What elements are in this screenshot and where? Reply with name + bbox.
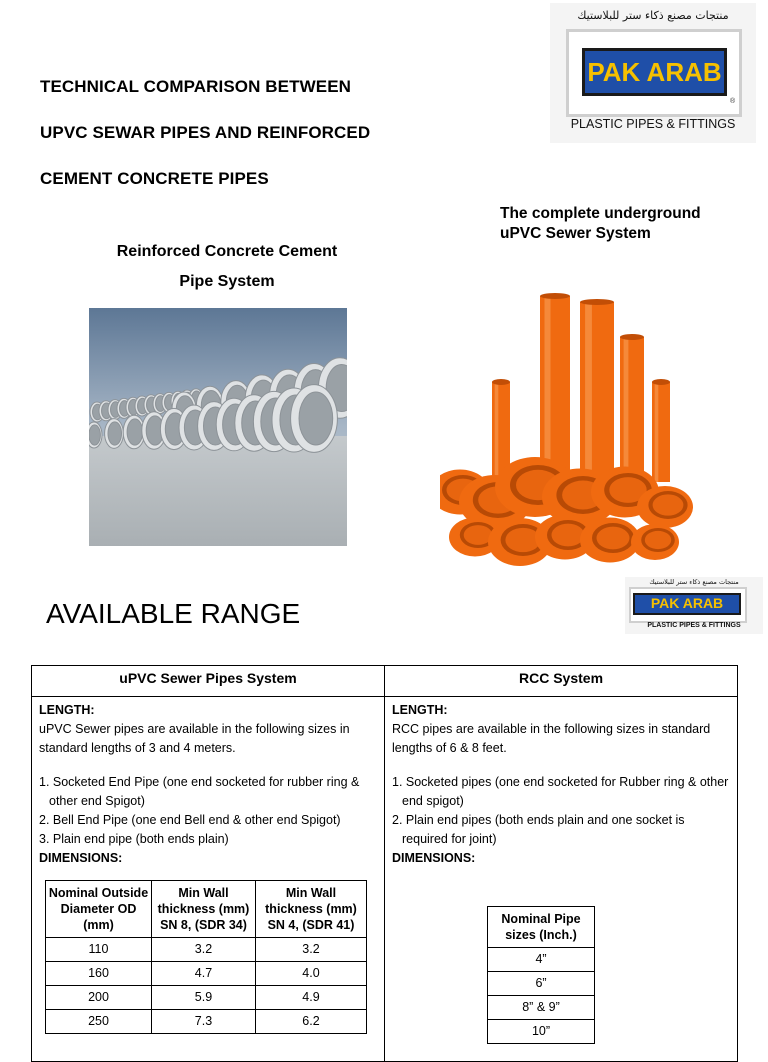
table-cell: 110 [46,938,152,962]
list-item: 2. Bell End Pipe (one end Bell end & other end Spigot) [39,813,341,827]
dim-header-sn4: Min Wall thickness (mm) SN 4, (SDR 41) [256,881,367,938]
logo-arabic-text: منتجات مصنع ذكاء ستر للبلاستيك [577,9,729,22]
pak-arab-logo-small [625,577,763,634]
upvc-caption-line-1: The complete underground [500,205,701,222]
rcc-caption-line-1: Reinforced Concrete Cement [116,243,338,260]
logo-small-brand-box: PAK ARAB [633,593,741,615]
list-item: 3. Plain end pipe (both ends plain) [39,832,229,846]
doc-title-line-1: TECHNICAL COMPARISON BETWEEN [40,77,352,96]
table-cell: 200 [46,986,152,1010]
rcc-caption-line-2: Pipe System [179,273,275,290]
rcc-length-text: RCC pipes are available in the following sizes in standard lengths of 6 & 8 feet. [392,722,711,755]
table-row [488,996,595,1020]
table-row [488,1020,595,1044]
rcc-length-label: LENGTH: [392,703,448,717]
table-cell: 5.9 [152,986,256,1010]
rcc-cell [385,697,738,1062]
upvc-dimensions-table [45,880,367,1034]
table-cell: 160 [46,962,152,986]
list-item: 1. Socketed End Pipe (one end socketed for rubber ring & other end Spigot) [39,775,360,808]
logo-tagline: PLASTIC PIPES & FITTINGS [570,117,736,131]
comparison-table [31,665,738,1062]
upvc-column-header: uPVC Sewer Pipes System [32,666,385,697]
rcc-sizes-table [487,906,595,1044]
doc-title-line-3: CEMENT CONCRETE PIPES [40,169,269,188]
table-cell: 4.9 [256,986,367,1010]
rcc-pipes-photo [89,308,347,546]
upvc-dimensions-label: DIMENSIONS: [39,851,123,865]
logo-small-arabic-text: منتجات مصنع ذكاء ستر للبلاستيك [649,578,739,586]
table-cell: 3.2 [256,938,367,962]
table-row [488,948,595,972]
logo-registered-mark: ® [730,98,736,105]
table-row [46,986,367,1010]
upvc-cell [32,697,385,1062]
table-cell: 6.2 [256,1010,367,1034]
list-item: 1. Socketed pipes (one end socketed for Rubber ring & other end spigot) [392,775,729,808]
upvc-pipes-photo [440,292,715,567]
table-cell: 4.7 [152,962,256,986]
table-cell: 8” & 9” [488,996,595,1020]
table-cell: 4.0 [256,962,367,986]
table-cell: 10” [488,1020,595,1044]
upvc-length-text: uPVC Sewer pipes are available in the following sizes in standard lengths of 3 and 4 meters. [39,722,350,755]
table-cell: 3.2 [152,938,256,962]
table-row [46,938,367,962]
dim-header-sn8: Min Wall thickness (mm) SN 8, (SDR 34) [152,881,256,938]
upvc-caption-line-2: uPVC Sewer System [500,225,651,242]
available-range-heading: AVAILABLE RANGE [46,598,301,629]
upvc-length-label: LENGTH: [39,703,95,717]
table-cell: 6” [488,972,595,996]
logo-brand-box: PAK ARAB [582,48,727,96]
table-row [46,1010,367,1034]
table-cell: 7.3 [152,1010,256,1034]
rcc-pipe-types [392,773,731,849]
table-row [488,972,595,996]
rcc-column-header: RCC System [385,666,738,697]
doc-title-line-2: UPVC SEWAR PIPES AND REINFORCED [40,123,371,142]
dim-header-od: Nominal Outside Diameter OD (mm) [46,881,152,938]
table-row [46,962,367,986]
upvc-pipe-types [39,773,378,849]
table-cell: 4” [488,948,595,972]
pak-arab-logo [550,3,756,143]
logo-small-tagline: PLASTIC PIPES & FITTINGS [647,622,741,629]
size-header: Nominal Pipe sizes (Inch.) [488,907,595,948]
table-cell: 250 [46,1010,152,1034]
list-item: 2. Plain end pipes (both ends plain and one socket is required for joint) [392,813,685,846]
rcc-dimensions-label: DIMENSIONS: [392,851,476,865]
